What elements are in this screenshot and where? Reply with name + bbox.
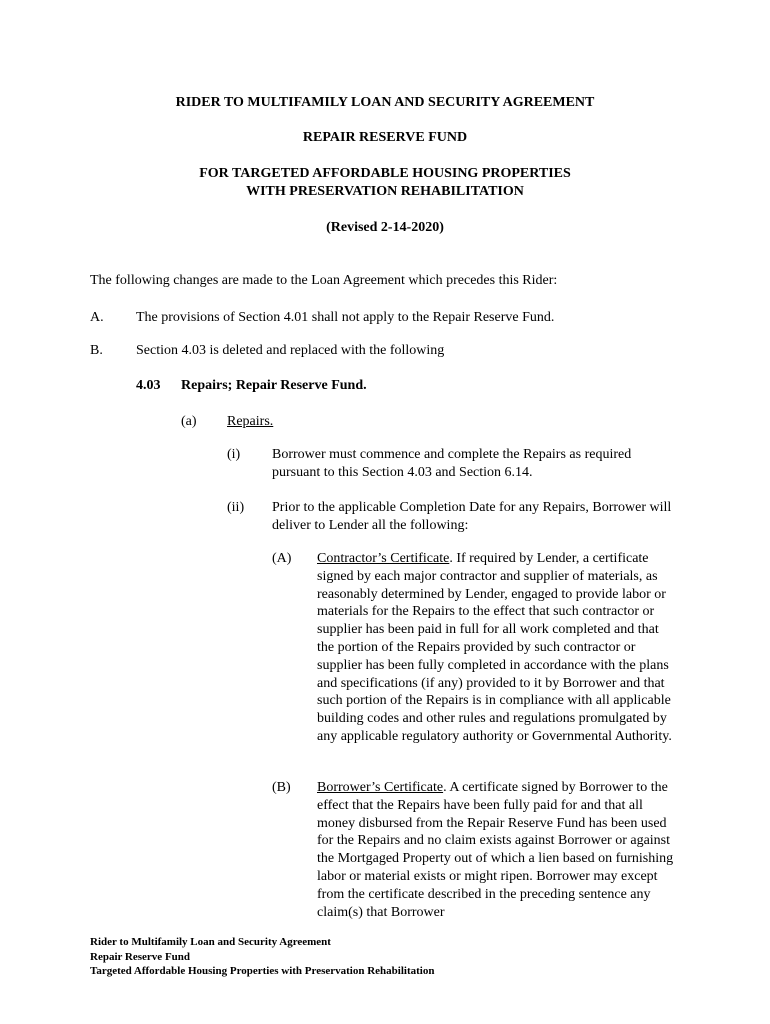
clause-b-label: (B)	[272, 780, 291, 795]
item-b-label: B.	[90, 343, 103, 358]
footer-line-3: Targeted Affordable Housing Properties with Preservation Rehabilitation	[90, 965, 435, 977]
clause-b-text: . A certificate signed by Borrower to the effect that the Repairs have been fully paid for and that all money disbursed from the Repair Reserve Fund has been used for the Repairs and no claim exists against Borrower or against the Mortgaged Property out of which a lien based on furnishing labor or material exists or might ripen. Borrower may except from the certificate described in the preceding sentence any claim(s) that Borrower	[317, 780, 674, 920]
footer-line-2: Repair Reserve Fund	[90, 950, 191, 963]
item-a-text: The provisions of Section 4.01 shall not apply to the Repair Reserve Fund.	[136, 310, 555, 325]
clause-b-body	[317, 779, 681, 921]
clause-a-label: (A)	[272, 551, 292, 566]
section-heading: Repairs; Repair Reserve Fund.	[181, 378, 367, 393]
clause-a-body	[317, 550, 679, 746]
subsection-ii-label: (ii)	[227, 500, 245, 515]
intro-text: The following changes are made to the Loan Agreement which precedes this Rider:	[90, 273, 558, 288]
subsection-i-label: (i)	[227, 447, 241, 462]
subsection-ii-text: Prior to the applicable Completion Date for any Repairs, Borrower will deliver to Lender all the following:	[272, 500, 672, 533]
item-b-text: Section 4.03 is deleted and replaced with the following	[136, 343, 445, 358]
clause-a-title: Contractor’s Certificate	[317, 551, 450, 566]
subsection-a-label: (a)	[181, 414, 197, 429]
clause-b-title: Borrower’s Certificate	[317, 780, 444, 795]
clause-a-text: . If required by Lender, a certificate signed by each major contractor and supplier of materials, as reasonably determined by Lender, engaged to provide labor or materials for the Repairs to the effect that such contractor or supplier has been paid in full for all work completed and that the portion of the Repairs provided by such contractor or supplier has been fully completed in accordance with the plans and specifications (if any) provided to it by Borrower and that such portion of the Repairs is in compliance with all applicable building codes and other rules and regulations promulgated by any applicable regulatory authority or Governmental Authority.	[317, 551, 672, 744]
title-line-1: RIDER TO MULTIFAMILY LOAN AND SECURITY AGREEMENT	[175, 95, 595, 110]
page-footer	[90, 935, 434, 979]
title-line-2: REPAIR RESERVE FUND	[302, 130, 468, 145]
footer-line-1: Rider to Multifamily Loan and Security Agreement	[90, 936, 331, 948]
subsection-i-text: Borrower must commence and complete the Repairs as required pursuant to this Section 4.03 and Section 6.14.	[272, 447, 632, 480]
title-line-3: FOR TARGETED AFFORDABLE HOUSING PROPERTIES	[199, 166, 571, 181]
item-a-label: A.	[90, 310, 104, 325]
subsection-a-title: Repairs.	[227, 414, 274, 429]
section-number: 4.03	[136, 378, 161, 393]
revised-date: (Revised 2-14-2020)	[326, 220, 444, 235]
title-line-4: WITH PRESERVATION REHABILITATION	[246, 184, 524, 199]
